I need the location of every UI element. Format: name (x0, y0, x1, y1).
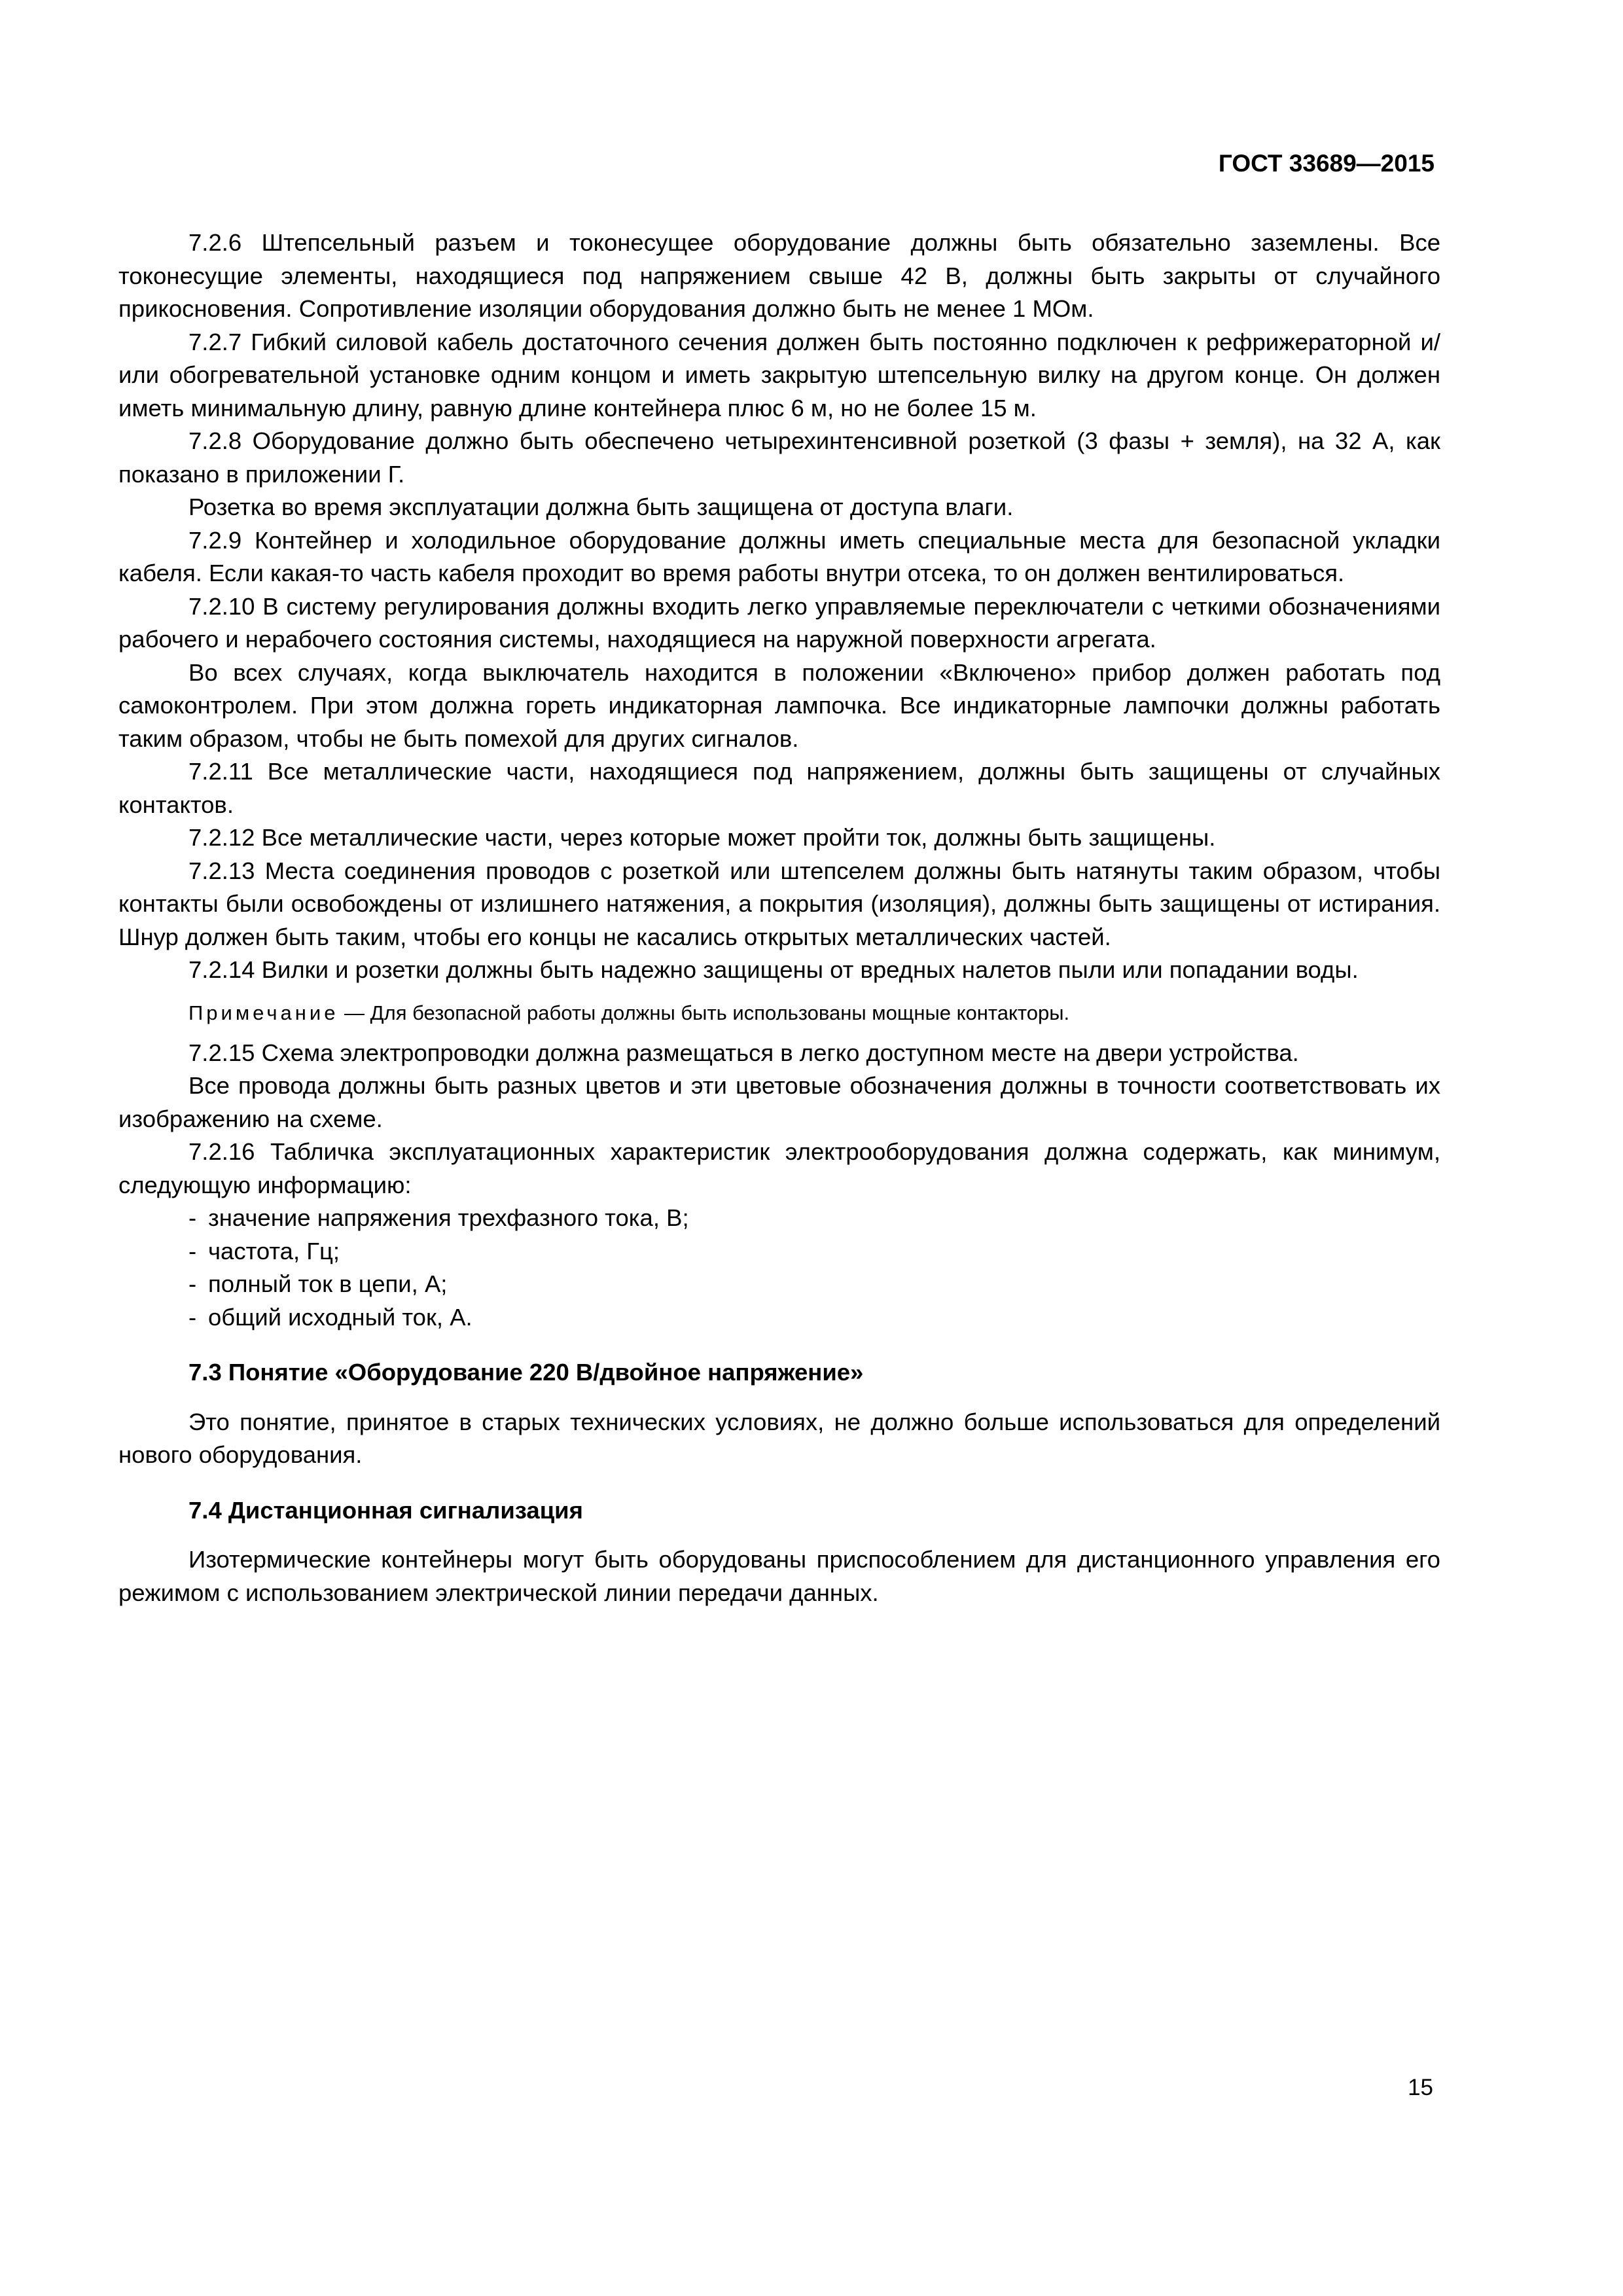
page-number: 15 (1408, 2075, 1433, 2100)
list-item: - значение напряжения трехфазного тока, В; (118, 1202, 1440, 1235)
paragraph-7-2-8: 7.2.8 Оборудование должно быть обеспечено четырехинтенсивной розеткой (3 фазы + земля), на 32 А, как показано в приложении Г. (118, 427, 1440, 488)
section-heading-7-3: 7.3 Понятие «Оборудование 220 В/двойное напряжение» (188, 1359, 864, 1386)
paragraph-switch-self-control: Во всех случаях, когда выключатель находится в положении «Включено» прибор должен работать под самоконтролем. При этом должна гореть индикаторная лампочка. Все индикаторные лампочки должны работать таким образом, чтобы не быть помехой для других сигналов. (118, 658, 1440, 752)
paragraph-7-3-body: Это понятие, принятое в старых технических условиях, не должно больше использоваться для определений нового оборудования. (118, 1408, 1440, 1468)
paragraph-7-2-15: 7.2.15 Схема электропроводки должна размещаться в легко доступном месте на двери устройства. (188, 1039, 1299, 1066)
document-body (118, 226, 1440, 1609)
paragraph-7-2-16: 7.2.16 Табличка эксплуатационных характеристик электрооборудования должна содержать, как минимум, следующую информацию: (118, 1138, 1440, 1198)
note (118, 999, 1440, 1028)
list-item: - частота, Гц; (118, 1235, 1440, 1268)
list-item: - общий исходный ток, А. (118, 1301, 1440, 1335)
list-dash: - (188, 1237, 197, 1265)
list-dash: - (188, 1270, 197, 1297)
list-dash: - (188, 1204, 197, 1231)
document-standard-header: ГОСТ 33689—2015 (1218, 150, 1435, 177)
paragraph-7-2-14: 7.2.14 Вилки и розетки должны быть надежно защищены от вредных налетов пыли или попадании воды. (188, 956, 1359, 983)
note-label: Примечание (188, 1001, 339, 1024)
paragraph-7-2-9: 7.2.9 Контейнер и холодильное оборудование должны иметь специальные места для безопасной укладки кабеля. Если какая-то часть кабеля проходит во время работы внутри отсека, то он должен вентилироваться. (118, 526, 1440, 586)
paragraph-7-2-6: 7.2.6 Штепсельный разъем и токонесущее оборудование должны быть обязательно заземлены. Все токонесущие элементы, находящиеся под напряжением свыше 42 В, должны быть закрыты от случайного прикосновения. Сопротивление изоляции оборудования должно быть не менее 1 МОм. (118, 229, 1440, 322)
note-text: — Для безопасной работы должны быть использованы мощные контакторы. (338, 1001, 1070, 1024)
nameplate-info-list (118, 1202, 1440, 1334)
list-item: - полный ток в цепи, А; (118, 1268, 1440, 1301)
paragraph-socket-moisture: Розетка во время эксплуатации должна быть защищена от доступа влаги. (188, 493, 1014, 520)
paragraph-7-2-13: 7.2.13 Места соединения проводов с розеткой или штепселем должны быть натянуты таким образом, чтобы контакты были освобождены от излишнего натяжения, а покрытия (изоляция), должны быть защищены от истирания. Шнур должен быть таким, чтобы его концы не касались открытых металлических частей. (118, 857, 1440, 950)
paragraph-7-2-12: 7.2.12 Все металлические части, через которые может пройти ток, должны быть защищены. (188, 824, 1216, 851)
paragraph-7-4-body: Изотермические контейнеры могут быть оборудованы приспособлением для дистанционного управления его режимом с использованием электрической линии передачи данных. (118, 1546, 1440, 1606)
paragraph-7-2-11: 7.2.11 Все металлические части, находящиеся под напряжением, должны быть защищены от случайных контактов. (118, 758, 1440, 818)
paragraph-7-2-7: 7.2.7 Гибкий силовой кабель достаточного сечения должен быть постоянно подключен к рефрижераторной и/или обогревательной установке одним концом и иметь закрытую штепсельную вилку на другом конце. Он должен иметь минимальную длину, равную длине контейнера плюс 6 м, но не более 15 м. (118, 328, 1440, 422)
paragraph-7-2-10: 7.2.10 В систему регулирования должны входить легко управляемые переключатели с четкими обозначениями рабочего и нерабочего состояния системы, находящиеся на наружной поверхности агрегата. (118, 592, 1440, 653)
paragraph-wire-colors: Все провода должны быть разных цветов и эти цветовые обозначения должны в точности соответствовать их изображению на схеме. (118, 1072, 1440, 1132)
section-heading-7-4: 7.4 Дистанционная сигнализация (188, 1496, 583, 1524)
list-dash: - (188, 1303, 197, 1331)
